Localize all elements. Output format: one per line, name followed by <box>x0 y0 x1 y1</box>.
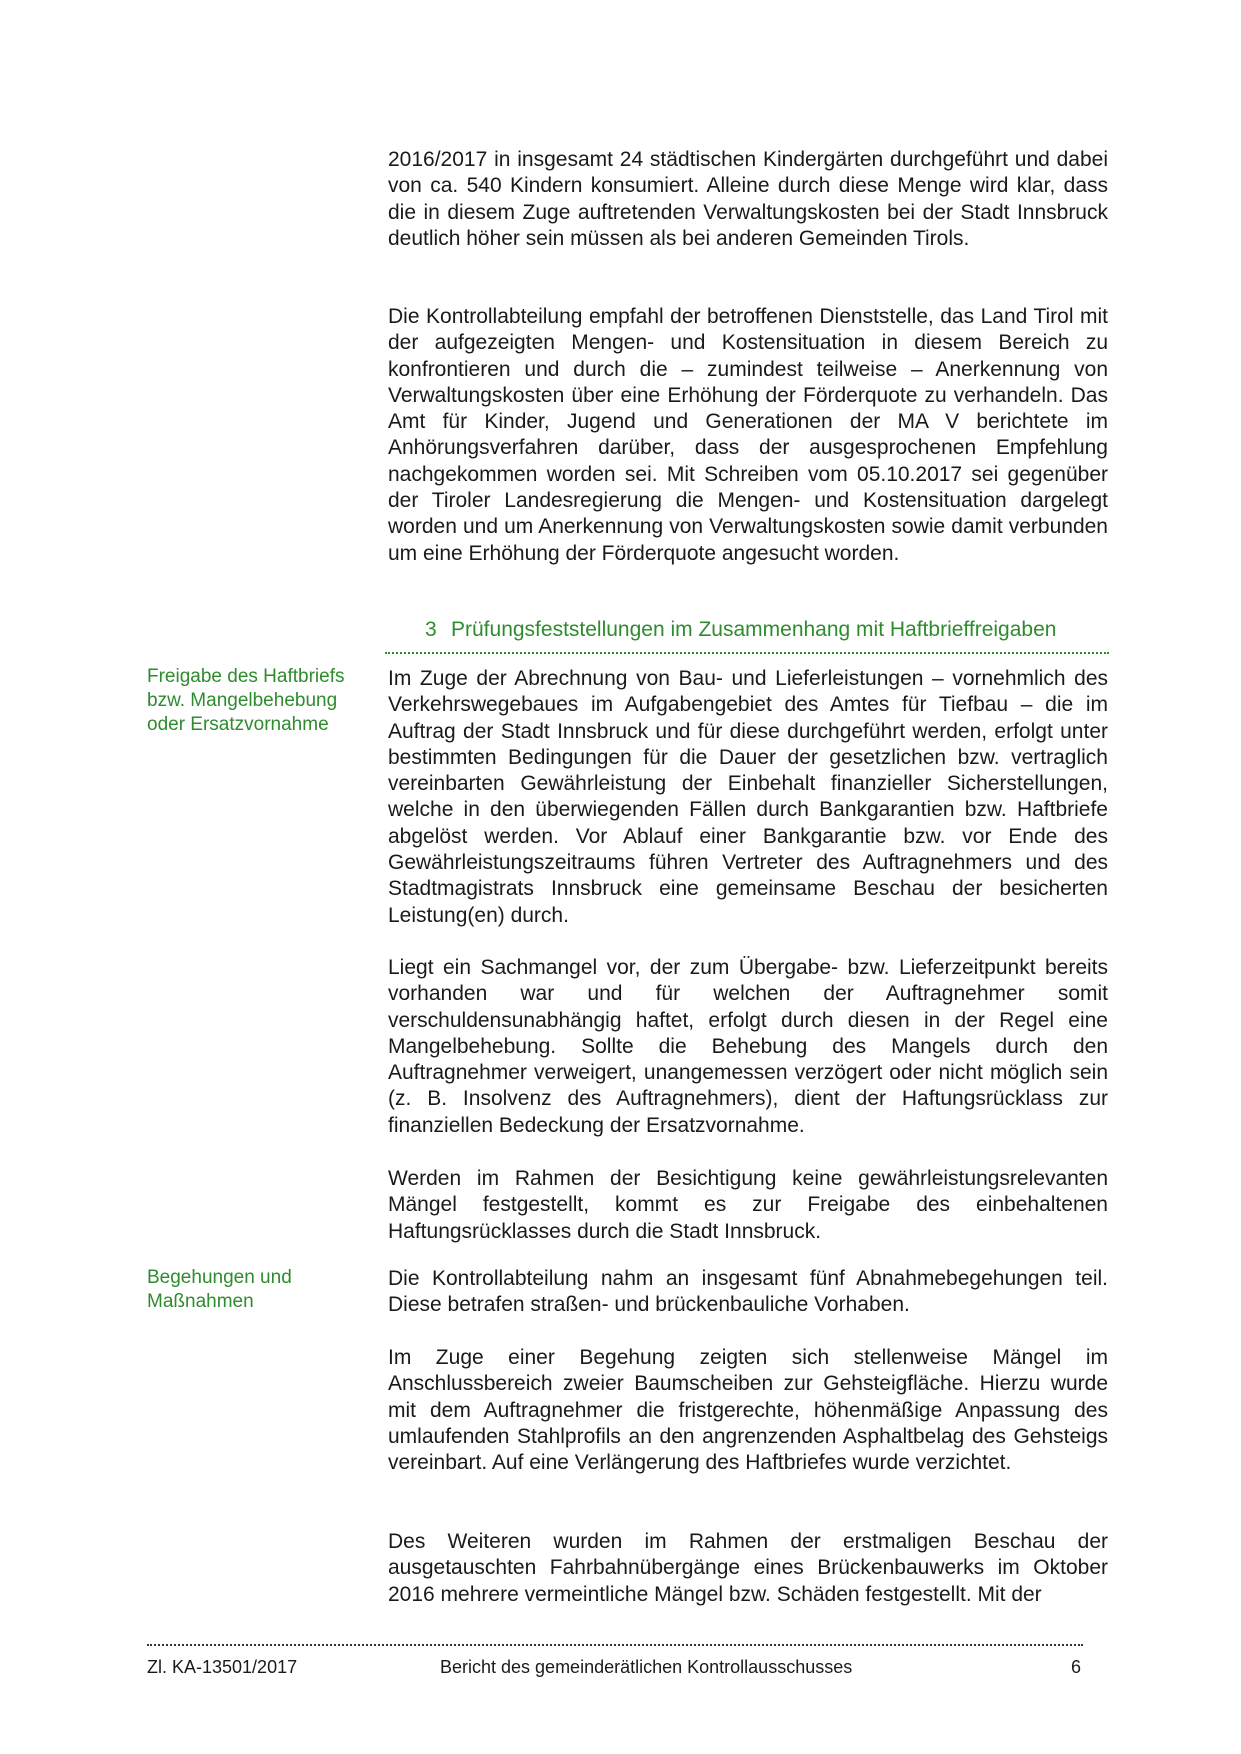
paragraph-text: Im Zuge der Abrechnung von Bau- und Lieferleistungen – vornehmlich des Verkehrswegebaues im Aufgabengebiet des Amtes für Tiefbau – die im Auftrag der Stadt Innsbruck und für diese durchgeführt werden, erfolgt unter bestimmten Bedingungen für die Dauer der gesetzlichen bzw. vertraglich vereinbarten Gewährleistung der Einbehalt finanzieller Sicherstellungen, welche in den überwiegenden Fällen durch Bankgarantien bzw. Haftbriefe abgelöst werden. Vor Ablauf einer Bankgarantie bzw. vor Ende des Gewährleistungszeitraums führen Vertreter des Auftragnehmers und des Stadtmagistrats Innsbruck eine gemeinsame Beschau der besicherten Leistung(en) durch. <box>388 667 1108 927</box>
section-heading <box>385 616 1109 654</box>
footer-divider <box>147 1644 1083 1646</box>
paragraph-text: Werden im Rahmen der Besichtigung keine gewährleistungsrelevanten Mängel festgestellt, kommt es zur Freigabe des einbehaltenen Haftungsrücklasses durch die Stadt Innsbruck. <box>388 1167 1108 1243</box>
paragraph-text: Im Zuge einer Begehung zeigten sich stellenweise Mängel im Anschlussbereich zweier Baumscheiben zur Gehsteigfläche. Hierzu wurde mit dem Auftragnehmer die fristgerechte, höhenmäßige Anpassung des umlaufenden Stahlprofils an den angrenzenden Asphaltbelag des Gehsteigs vereinbart. Auf eine Verlängerung des Haftbriefes wurde verzichtet. <box>388 1346 1108 1475</box>
paragraph-4 <box>388 955 1108 1139</box>
section-title: Prüfungsfeststellungen im Zusammenhang mit Haftbrieffreigaben <box>451 618 1057 641</box>
footer-reference: Zl. KA-13501/2017 <box>147 1657 298 1677</box>
paragraph-text: Die Kontrollabteilung nahm an insgesamt fünf Abnahmebegehungen teil. Diese betrafen straßen- und brückenbauliche Vorhaben. <box>388 1267 1108 1317</box>
paragraph-2 <box>388 304 1108 567</box>
paragraph-text: Des Weiteren wurden im Rahmen der erstmaligen Beschau der ausgetauschten Fahrbahnübergänge eines Brückenbauwerks im Oktober 2016 mehrere vermeintliche Mängel bzw. Schäden festgestellt. Mit der <box>388 1530 1108 1606</box>
paragraph-3 <box>388 666 1108 929</box>
paragraph-7 <box>388 1345 1108 1476</box>
paragraph-text: 2016/2017 in insgesamt 24 städtischen Kindergärten durchgeführt und dabei von ca. 540 Kindern konsumiert. Alleine durch diese Menge wird klar, dass die in diesem Zuge auftretenden Verwaltungskosten bei der Stadt Innsbruck deutlich höher sein müssen als bei anderen Gemeinden Tirols. <box>388 148 1108 250</box>
paragraph-text: Liegt ein Sachmangel vor, der zum Übergabe- bzw. Lieferzeitpunkt bereits vorhanden war und für welchen der Auftragnehmer somit verschuldensunabhängig haftet, erfolgt durch diesen in der Regel eine Mangelbehebung. Sollte die Behebung des Mangels durch den Auftragnehmer verweigert, unangemessen verzögert oder nicht möglich sein (z. B. Insolvenz des Auftragnehmers), dient der Haftungsrücklass zur finanziellen Bedeckung der Ersatzvornahme. <box>388 956 1108 1137</box>
paragraph-6 <box>388 1266 1108 1319</box>
footer-title: Bericht des gemeinderätlichen Kontrollausschusses <box>440 1657 853 1677</box>
paragraph-text: Die Kontrollabteilung empfahl der betroffenen Dienststelle, das Land Tirol mit der aufgezeigten Mengen- und Kostensituation in diesem Bereich zu konfrontieren und durch die – zumindest teilweise – Anerkennung von Verwaltungskosten über eine Erhöhung der Förderquote zu verhandeln. Das Amt für Kinder, Jugend und Generationen der MA V berichtete im Anhörungsverfahren darüber, dass der ausgesprochenen Empfehlung nachgekommen worden sei. Mit Schreiben vom 05.10.2017 sei gegenüber der Tiroler Landesregierung die Mengen- und Kostensituation dargelegt worden und um Anerkennung von Verwaltungskosten sowie damit verbunden um eine Erhöhung der Förderquote angesucht worden. <box>388 305 1108 565</box>
paragraph-1 <box>388 147 1108 252</box>
margin-note-begehungen: Begehungen und Maßnahmen <box>147 1267 292 1312</box>
paragraph-5 <box>388 1166 1108 1245</box>
margin-note-haftbrief: Freigabe des Haftbriefs bzw. Mangelbehebung oder Ersatzvornahme <box>147 666 345 735</box>
paragraph-8 <box>388 1529 1108 1608</box>
section-number: 3 <box>425 618 437 641</box>
page-number: 6 <box>1071 1657 1082 1677</box>
